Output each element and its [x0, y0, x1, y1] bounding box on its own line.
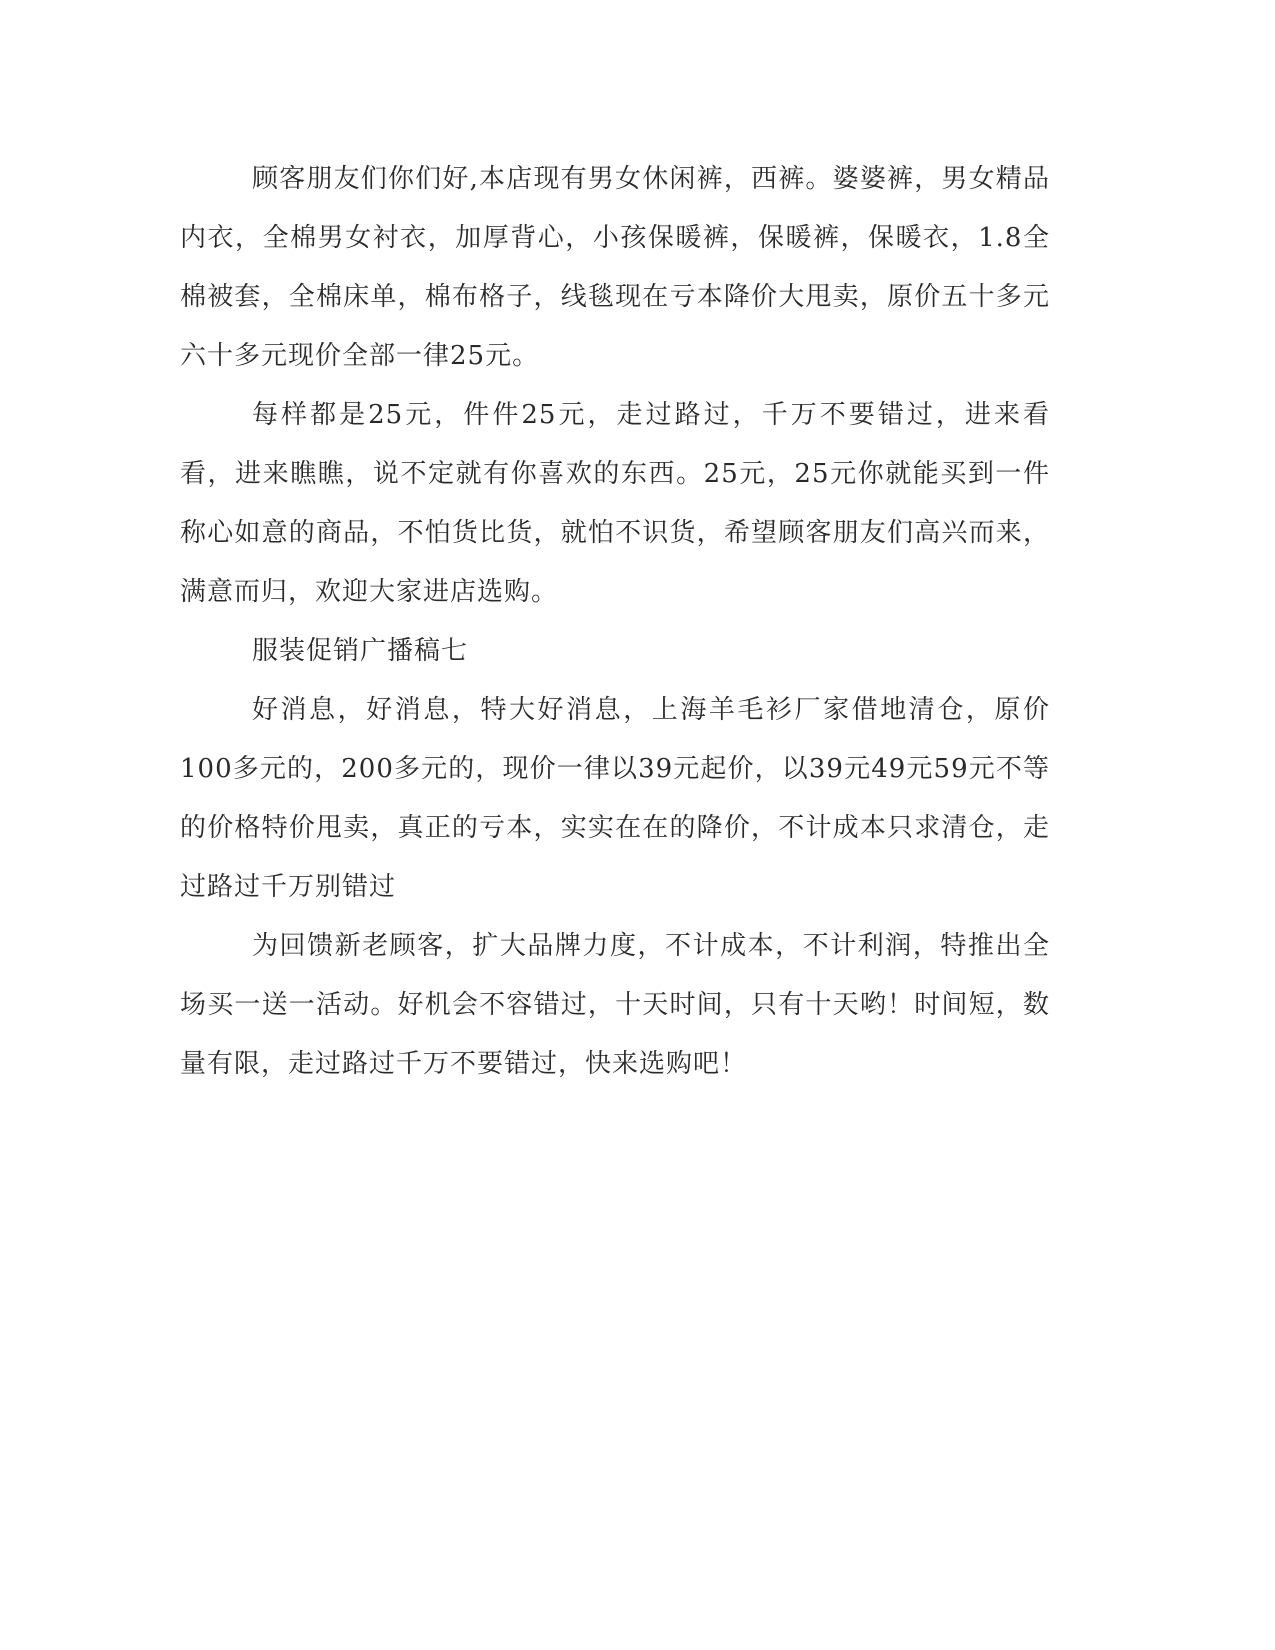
section-heading: 服装促销广播稿七	[252, 636, 469, 666]
document-body	[180, 150, 1050, 1094]
paragraph-store-intro: 顾客朋友们你们好,本店现有男女休闲裤，西裤。婆婆裤，男女精品内衣，全棉男女衬衣，加厚背心，小孩保暖裤，保暖裤，保暖衣，1.8全棉被套，全棉床单，棉布格子，线毯现在亏本降价大甩卖，原价五十多元六十多元现价全部一律25元。	[180, 164, 1050, 371]
paragraph-clearance-news: 好消息，好消息，特大好消息，上海羊毛衫厂家借地清仓，原价100多元的，200多元的，现价一律以39元起价，以39元49元59元不等的价格特价甩卖，真正的亏本，实实在在的降价，不计成本只求清仓，走过路过千万别错过	[180, 695, 1050, 902]
paragraph-buy-one-get-one: 为回馈新老顾客，扩大品牌力度，不计成本，不计利润，特推出全场买一送一活动。好机会不容错过，十天时间，只有十天哟！时间短，数量有限，走过路过千万不要错过，快来选购吧！	[180, 931, 1050, 1079]
paragraph-price-promo: 每样都是25元，件件25元，走过路过，千万不要错过，进来看看，进来瞧瞧，说不定就有你喜欢的东西。25元，25元你就能买到一件称心如意的商品，不怕货比货，就怕不识货，希望顾客朋友们高兴而来，满意而归，欢迎大家进店选购。	[180, 400, 1050, 607]
